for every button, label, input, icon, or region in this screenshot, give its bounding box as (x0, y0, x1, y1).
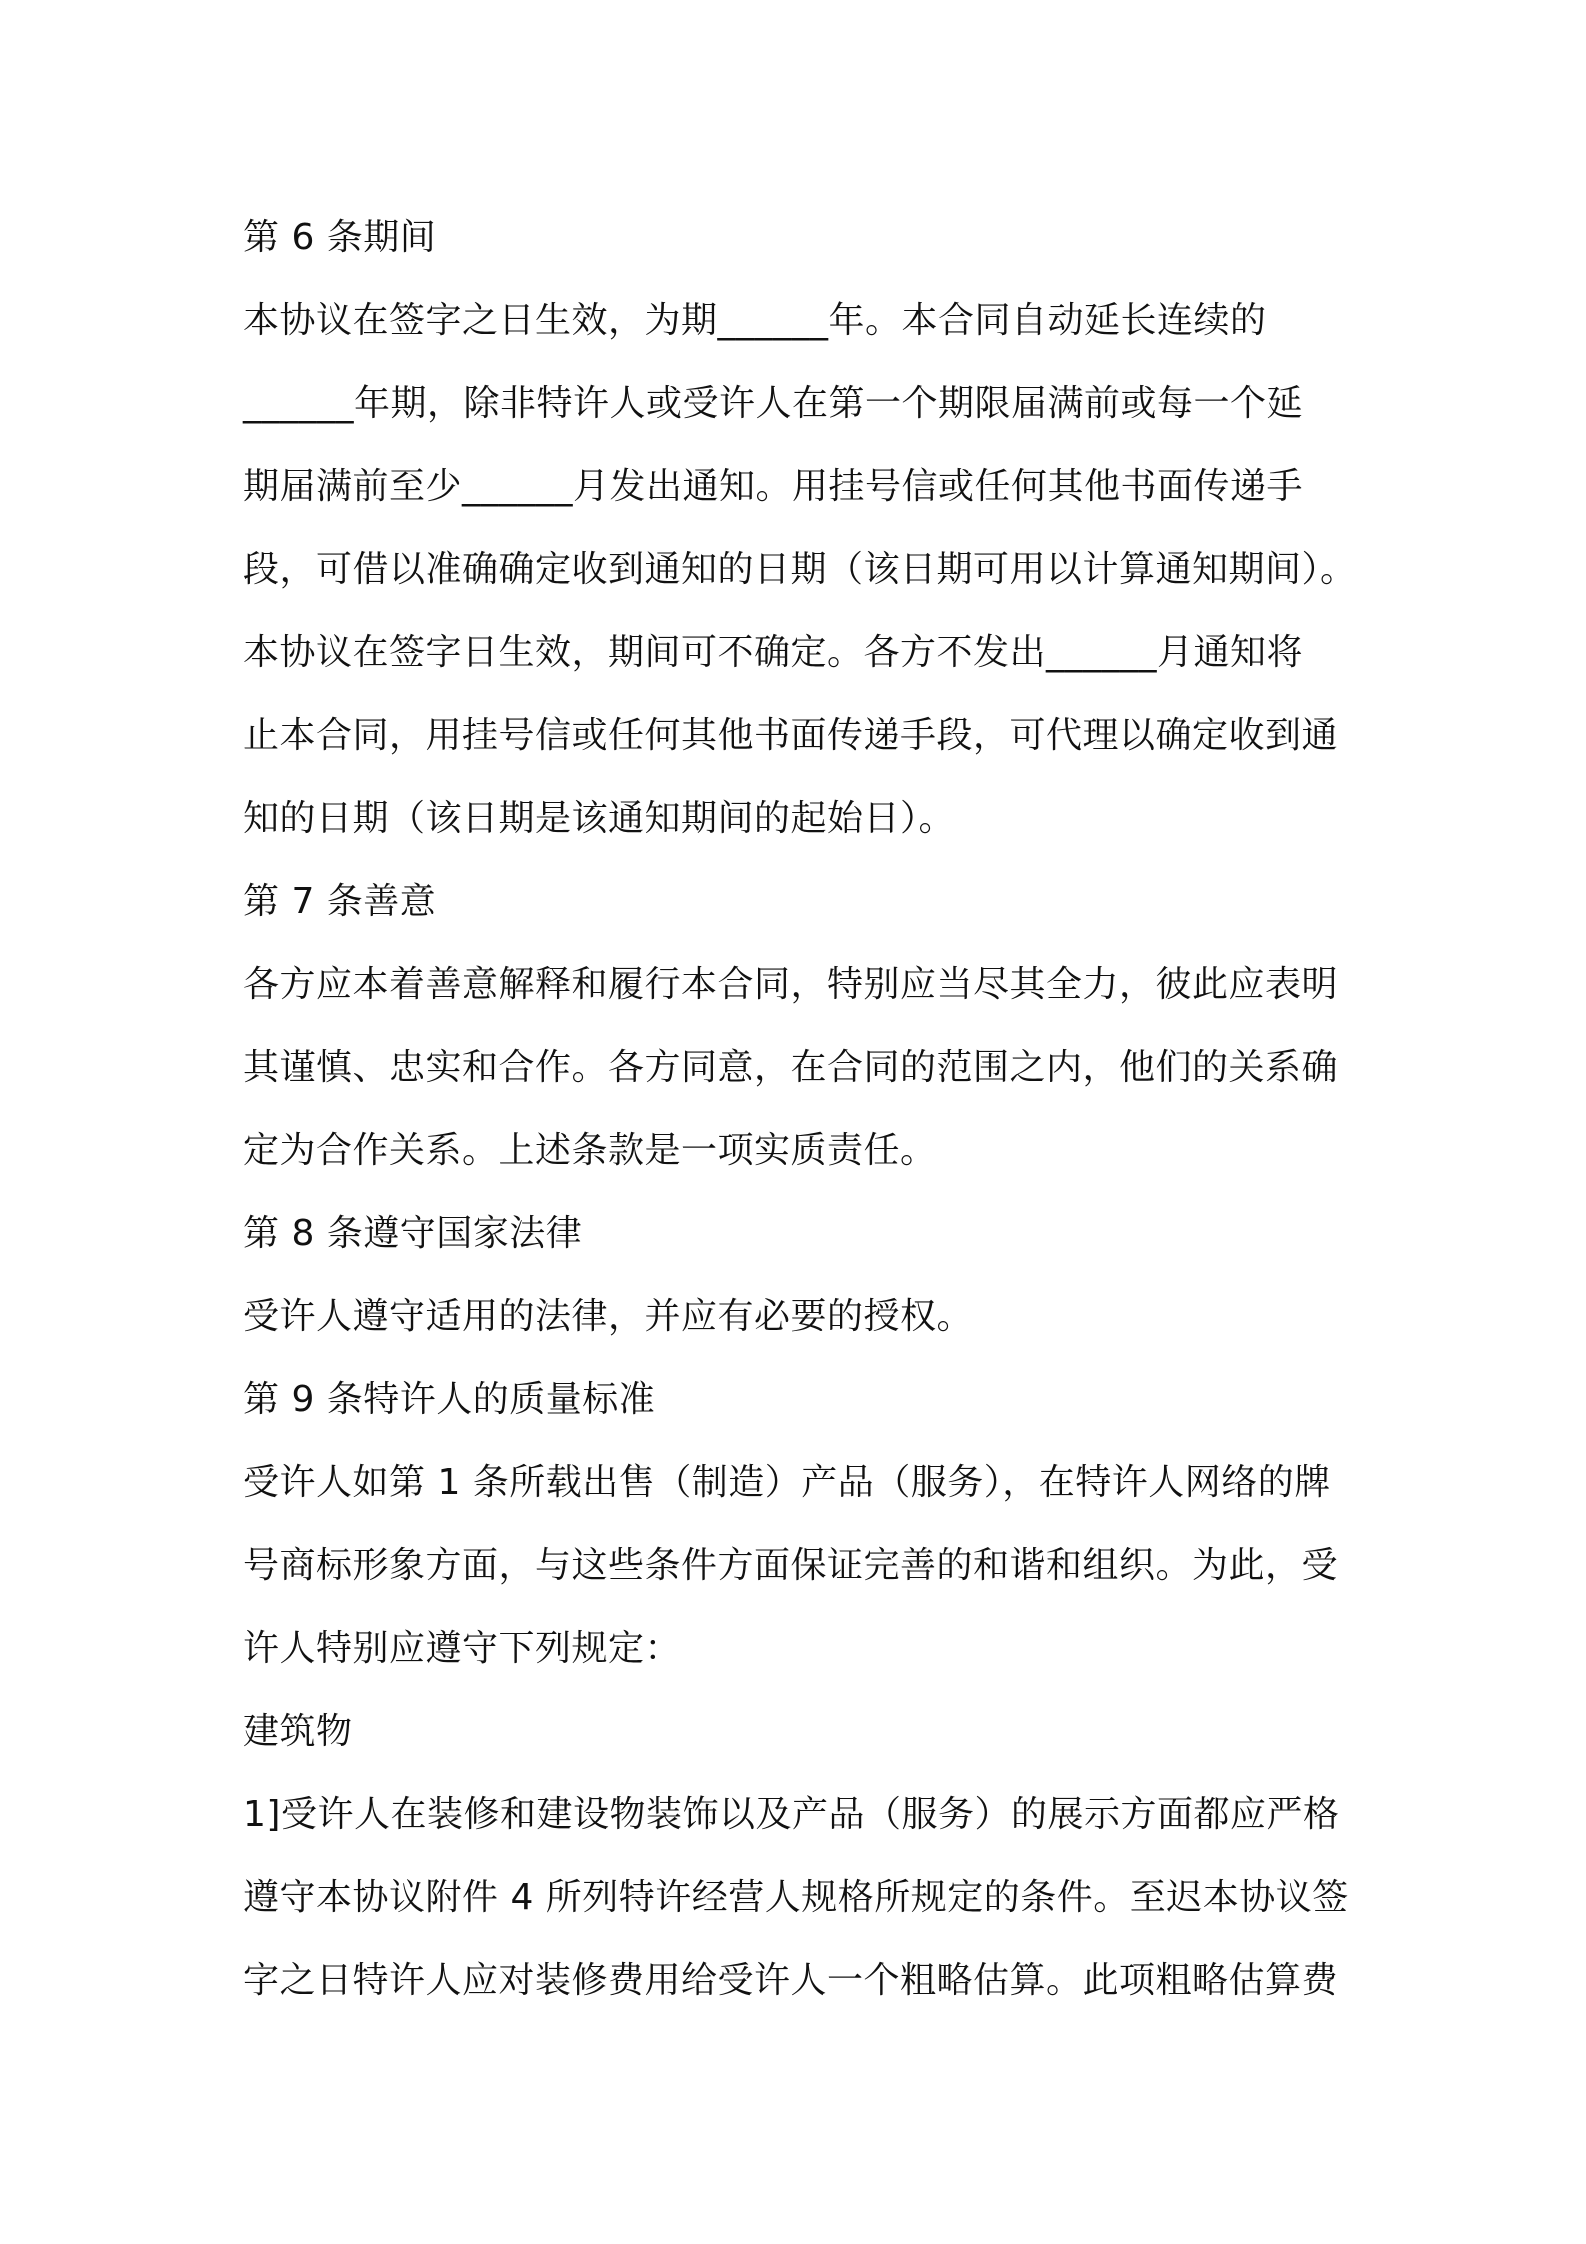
article-8-heading: 第 8 条遵守国家法律 (243, 1213, 583, 1254)
section-buildings-heading: 建筑物 (243, 1711, 353, 1752)
article-6-text-line: 知的日期（该日期是该通知期间的起始日）。 (243, 798, 956, 839)
article-9-heading: 第 9 条特许人的质量标准 (243, 1379, 656, 1420)
clause-1-text-line: 1]受许人在装修和建设物装饰以及产品（服务）的展示方面都应严格 (243, 1794, 1340, 1835)
article-7-text-line: 其谨慎、忠实和合作。各方同意，在合同的范围之内，他们的关系确 (243, 1047, 1339, 1088)
article-6-text-line: 本协议在签字之日生效，为期______年。本合同自动延长连续的 (243, 300, 1267, 341)
article-6-text-line: 段，可借以准确确定收到通知的日期（该日期可用以计算通知期间）。 (243, 549, 1357, 590)
article-7-text-line: 各方应本着善意解释和履行本合同，特别应当尽其全力，彼此应表明 (243, 964, 1339, 1005)
article-6-text-line: 期届满前至少______月发出通知。用挂号信或任何其他书面传递手 (243, 466, 1304, 507)
clause-1-text-line: 字之日特许人应对装修费用给受许人一个粗略估算。此项粗略估算费 (243, 1960, 1339, 2001)
article-6-text-line: 本协议在签字日生效，期间可不确定。各方不发出______月通知将 (243, 632, 1304, 673)
document-body (243, 196, 1363, 2022)
clause-1-text-line: 遵守本协议附件 4 所列特许经营人规格所规定的条件。至迟本协议签 (243, 1877, 1349, 1918)
article-6-heading: 第 6 条期间 (243, 217, 437, 258)
article-6-text-line: ______年期，除非特许人或受许人在第一个期限届满前或每一个延 (243, 383, 1304, 424)
article-8-text-line: 受许人遵守适用的法律，并应有必要的授权。 (243, 1296, 974, 1337)
article-7-text-line: 定为合作关系。上述条款是一项实质责任。 (243, 1130, 937, 1171)
article-9-text-line: 受许人如第 1 条所载出售（制造）产品（服务），在特许人网络的牌 (243, 1462, 1331, 1503)
article-9-text-line: 许人特别应遵守下列规定： (243, 1628, 682, 1669)
article-6-text-line: 止本合同，用挂号信或任何其他书面传递手段，可代理以确定收到通 (243, 715, 1339, 756)
article-9-text-line: 号商标形象方面，与这些条件方面保证完善的和谐和组织。为此，受 (243, 1545, 1339, 1586)
article-7-heading: 第 7 条善意 (243, 881, 437, 922)
